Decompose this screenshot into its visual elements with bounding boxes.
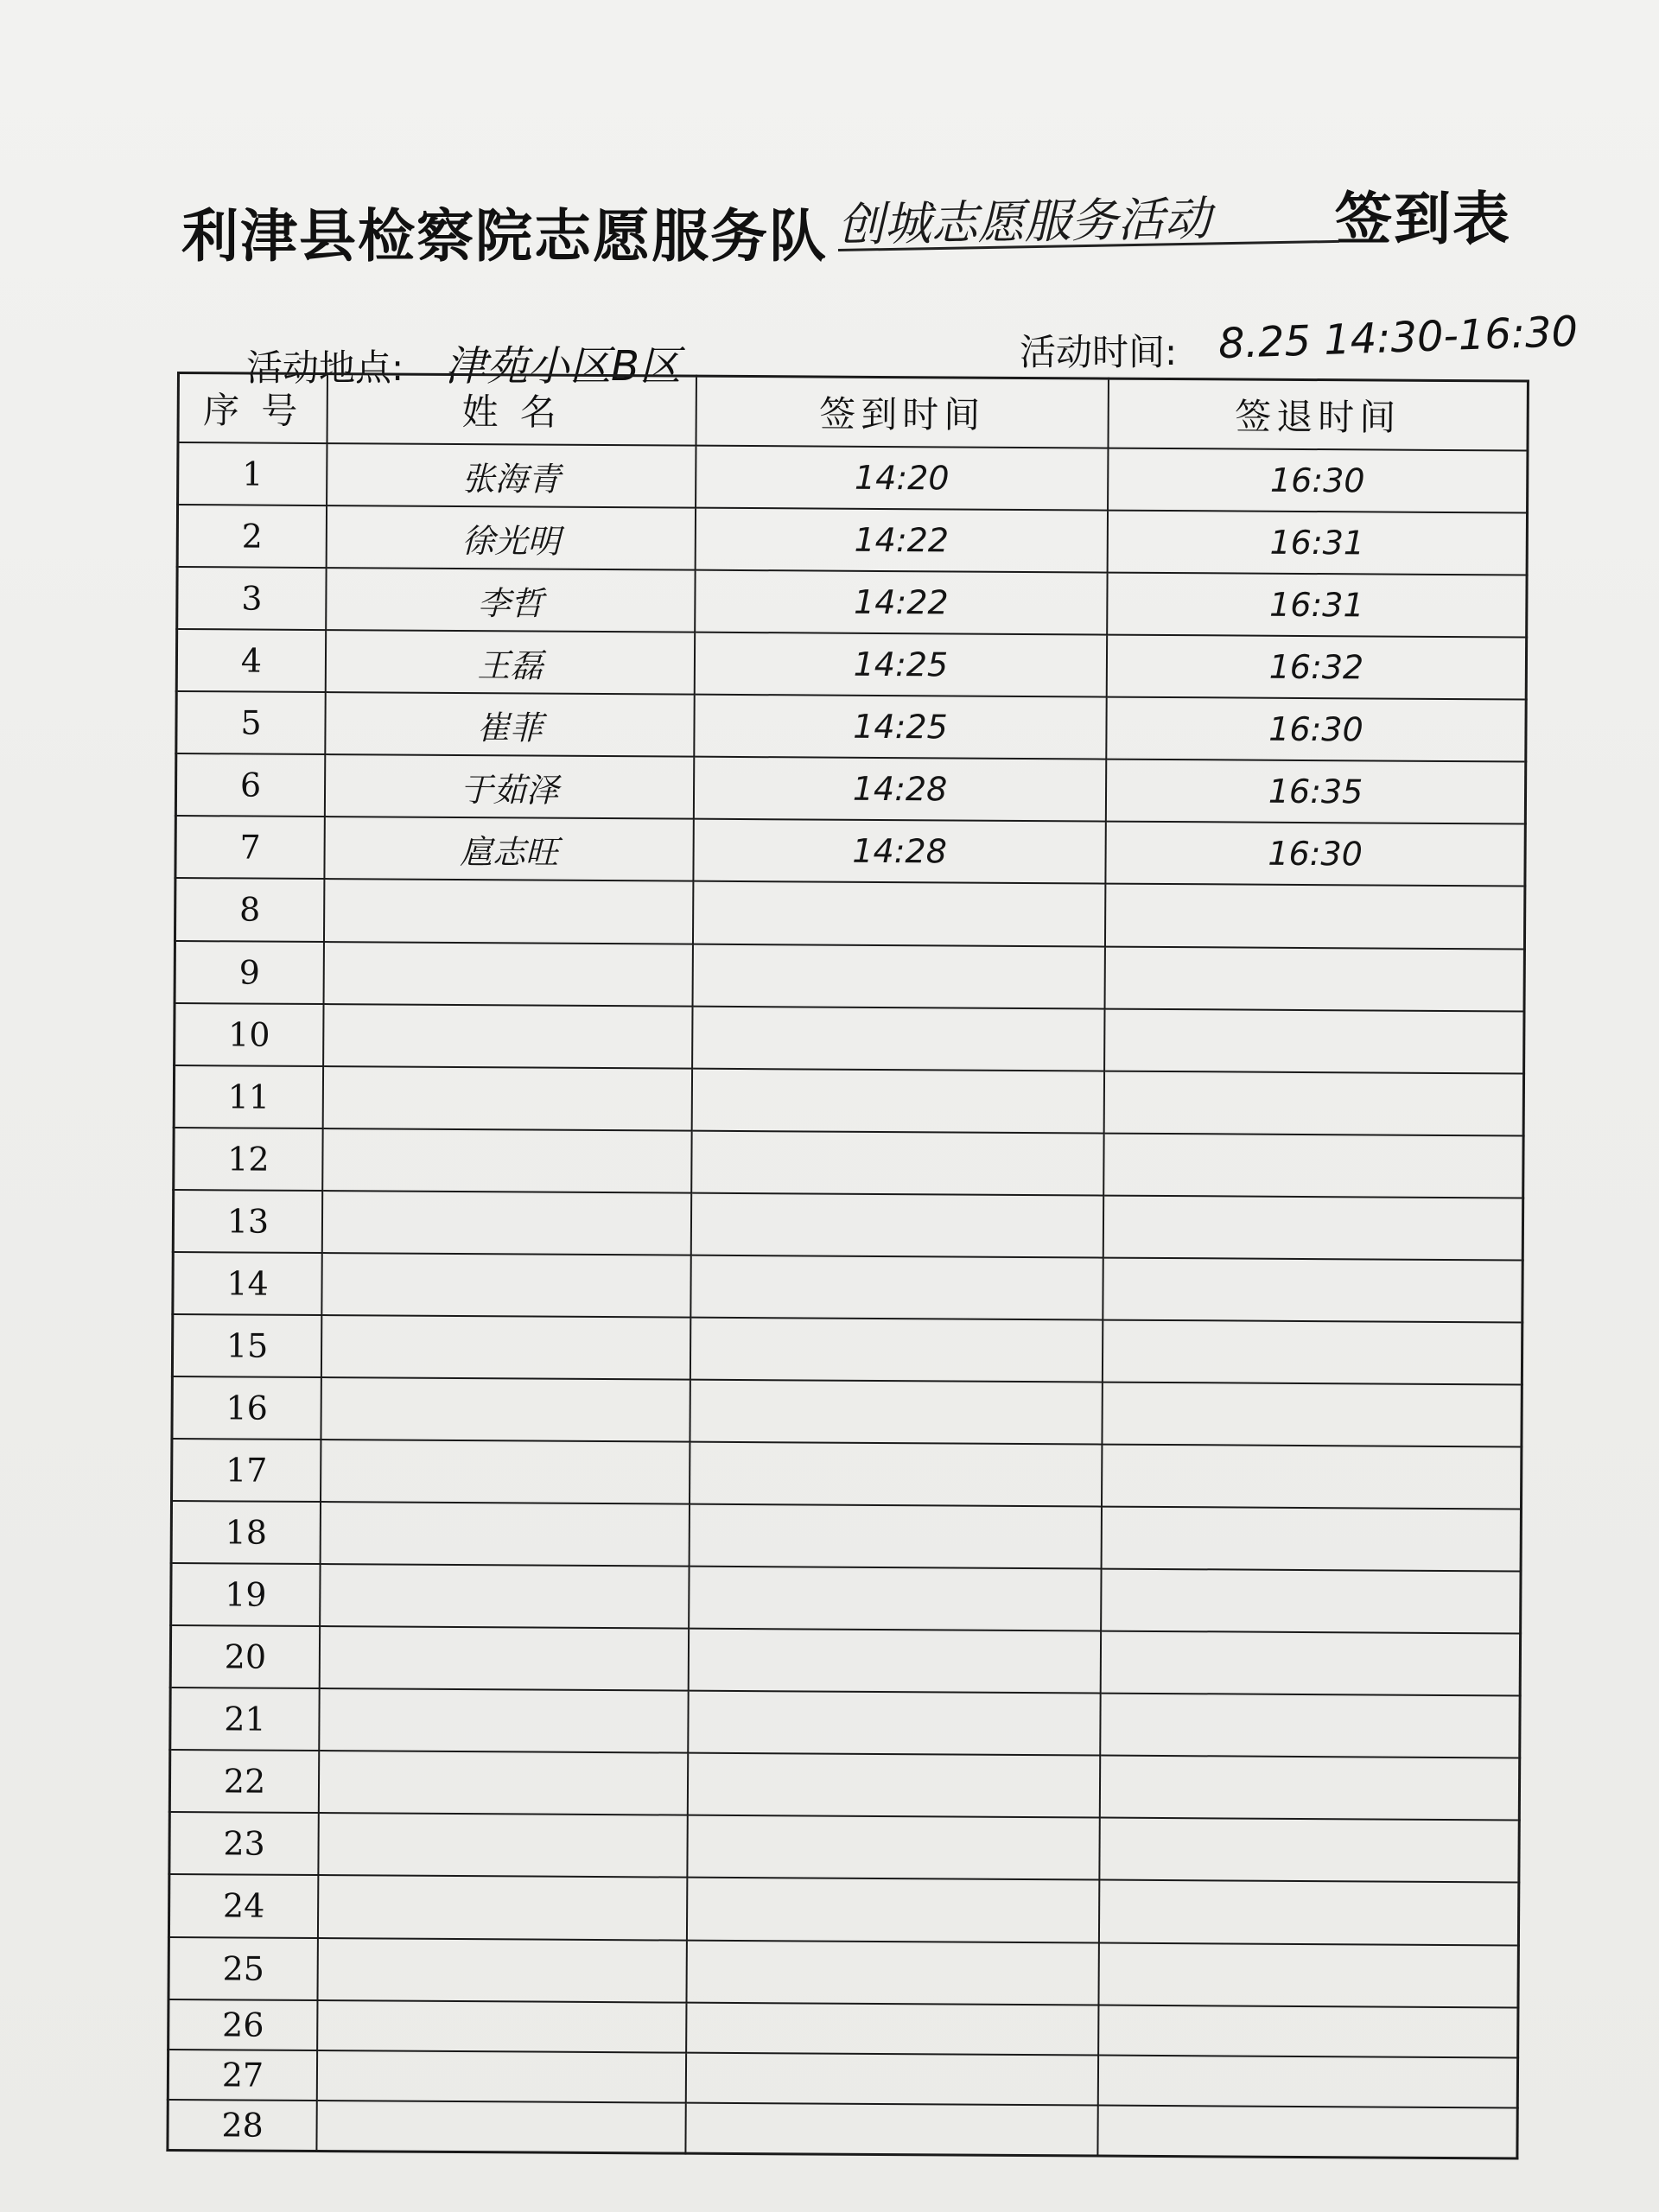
name-cell: 李哲 <box>326 568 695 632</box>
location-label: 活动地点: <box>246 346 404 389</box>
table-row <box>172 1376 1522 1447</box>
seq-cell: 23 <box>169 1812 319 1875</box>
seq-cell: 22 <box>169 1750 319 1813</box>
seq-cell: 25 <box>168 1936 318 1999</box>
form-title <box>181 173 1529 268</box>
name-cell <box>321 1502 690 1567</box>
seq-cell: 26 <box>168 1999 318 2050</box>
name-cell <box>324 942 693 1007</box>
sign-in-cell: 14:20 <box>696 446 1108 511</box>
name-cell <box>322 1128 691 1193</box>
table-row <box>169 1812 1519 1883</box>
table-row <box>168 1936 1518 2007</box>
table-row <box>178 442 1528 513</box>
table-row <box>175 1003 1524 1074</box>
table-row <box>168 2050 1517 2108</box>
sign-in-cell <box>689 1629 1101 1694</box>
sign-out-cell <box>1105 946 1525 1011</box>
sign-out-cell: 16:35 <box>1106 760 1526 824</box>
sign-out-cell: 16:30 <box>1106 697 1526 762</box>
table-row <box>172 1439 1522 1510</box>
sign-in-cell: 14:22 <box>696 508 1108 573</box>
name-cell <box>323 1004 692 1069</box>
signin-table-wrapper <box>166 372 1529 2160</box>
seq-cell: 15 <box>172 1314 321 1377</box>
table-row <box>168 1874 1518 1945</box>
table-row <box>168 2100 1517 2158</box>
sign-in-cell <box>686 2002 1098 2055</box>
seq-cell: 12 <box>174 1128 323 1191</box>
time-value: 8.25 14:30-16:30 <box>1217 307 1579 369</box>
seq-cell: 16 <box>172 1376 321 1440</box>
table-row <box>177 505 1527 575</box>
seq-cell: 6 <box>175 753 325 817</box>
name-cell <box>322 1191 691 1255</box>
sign-in-cell <box>687 1878 1099 1942</box>
sign-in-cell <box>689 1567 1101 1631</box>
name-cell <box>319 1751 688 1815</box>
table-body <box>168 442 1528 2158</box>
table-row <box>175 940 1524 1011</box>
sign-in-cell <box>685 2102 1097 2156</box>
sign-in-cell <box>686 2052 1098 2105</box>
table-row <box>177 567 1527 638</box>
seq-cell: 4 <box>176 629 326 692</box>
header-sign-out: 签退时间 <box>1108 378 1528 450</box>
sign-in-cell: 14:22 <box>695 570 1107 635</box>
name-cell <box>320 1626 689 1691</box>
table-row <box>174 1128 1523 1198</box>
sign-in-cell <box>690 1255 1103 1319</box>
sign-out-cell <box>1100 1756 1520 1821</box>
name-cell <box>318 1813 687 1878</box>
sign-out-cell <box>1099 1818 1519 1883</box>
table-row <box>168 1999 1518 2058</box>
table-row <box>171 1563 1521 1634</box>
title-suffix: 签到表 <box>1335 186 1511 252</box>
table-row <box>170 1688 1520 1758</box>
sign-out-cell: 16:31 <box>1108 511 1528 575</box>
sign-out-cell <box>1104 1071 1524 1135</box>
name-cell: 张海青 <box>327 443 696 508</box>
seq-cell: 13 <box>173 1190 322 1253</box>
sign-in-cell <box>692 1006 1104 1071</box>
sign-out-cell <box>1102 1445 1522 1510</box>
sign-out-cell: 16:32 <box>1107 635 1527 700</box>
table-row <box>176 629 1526 700</box>
sign-out-cell <box>1103 1195 1523 1260</box>
sign-in-cell: 14:28 <box>693 819 1105 884</box>
seq-cell: 19 <box>171 1563 321 1626</box>
name-cell: 王磊 <box>326 630 695 695</box>
header-seq: 序 号 <box>178 373 327 444</box>
sign-in-cell <box>687 1815 1099 1880</box>
signin-table <box>166 372 1529 2160</box>
table-row <box>173 1252 1522 1323</box>
sign-out-cell <box>1103 1257 1522 1322</box>
title-activity-handwritten: 创城志愿服务活动 <box>837 180 1339 251</box>
name-cell <box>318 1875 687 1940</box>
name-cell <box>321 1253 690 1318</box>
sign-out-cell <box>1099 1880 1519 1945</box>
name-cell: 于茹泽 <box>325 754 694 819</box>
sign-out-cell: 16:30 <box>1105 822 1525 887</box>
sign-out-cell <box>1101 1631 1521 1696</box>
sign-out-cell <box>1101 1569 1521 1634</box>
sign-in-cell: 14:25 <box>695 632 1107 697</box>
title-prefix: 利津县检察院志愿服务队 <box>181 203 828 270</box>
table-row <box>175 816 1525 887</box>
sign-in-cell <box>693 881 1105 946</box>
seq-cell: 27 <box>168 2050 317 2101</box>
seq-cell: 28 <box>168 2100 317 2152</box>
sign-in-cell <box>691 1130 1103 1195</box>
table-row <box>175 753 1525 824</box>
sign-out-cell <box>1105 884 1525 949</box>
location-value: 津苑小区B区 <box>445 342 681 391</box>
sign-out-cell <box>1098 1942 1518 2007</box>
seq-cell: 18 <box>171 1501 321 1564</box>
sign-out-cell: 16:30 <box>1108 448 1528 513</box>
name-cell <box>321 1377 690 1442</box>
sign-in-cell <box>690 1380 1102 1445</box>
name-cell <box>317 2050 686 2103</box>
name-cell <box>321 1315 690 1380</box>
sign-out-cell <box>1100 1694 1520 1758</box>
seq-cell: 7 <box>175 816 325 879</box>
sign-in-cell <box>690 1504 1102 1569</box>
table-row <box>175 878 1524 949</box>
name-cell <box>324 879 693 944</box>
sign-out-cell <box>1102 1507 1522 1572</box>
sign-in-cell: 14:25 <box>694 695 1106 760</box>
table-row <box>176 691 1526 762</box>
name-cell: 扈志旺 <box>324 817 693 881</box>
sign-in-cell <box>690 1318 1103 1382</box>
sign-in-cell <box>692 1068 1104 1133</box>
seq-cell: 20 <box>170 1625 320 1688</box>
sign-out-cell <box>1097 2105 1517 2158</box>
seq-cell: 9 <box>175 940 324 1003</box>
seq-cell: 17 <box>172 1439 321 1502</box>
seq-cell: 2 <box>177 505 327 568</box>
sign-out-cell <box>1098 2055 1518 2107</box>
sign-out-cell <box>1098 2005 1518 2057</box>
name-cell <box>317 2000 686 2053</box>
sign-out-cell <box>1104 1008 1524 1073</box>
table-row <box>169 1750 1519 1821</box>
seq-cell: 3 <box>177 567 327 630</box>
sign-in-cell <box>688 1691 1100 1756</box>
sign-out-cell <box>1103 1133 1523 1198</box>
time-label: 活动时间: <box>1020 331 1178 373</box>
sign-in-cell <box>686 1940 1098 2005</box>
name-cell <box>320 1564 689 1629</box>
sign-out-cell: 16:31 <box>1107 573 1527 638</box>
table-row <box>170 1625 1520 1696</box>
sign-out-cell <box>1102 1382 1522 1447</box>
header-name: 姓 名 <box>327 374 696 446</box>
sign-in-cell <box>690 1442 1102 1507</box>
name-cell <box>319 1688 688 1753</box>
seq-cell: 10 <box>175 1003 324 1066</box>
seq-cell: 1 <box>178 442 327 505</box>
table-row <box>173 1190 1522 1261</box>
table-row <box>171 1501 1521 1572</box>
table-header-row <box>178 373 1528 451</box>
sign-in-cell: 14:28 <box>694 757 1106 822</box>
name-cell <box>316 2101 685 2153</box>
sign-in-cell <box>688 1753 1100 1818</box>
name-cell <box>323 1066 692 1131</box>
sign-out-cell <box>1103 1319 1522 1384</box>
seq-cell: 8 <box>175 878 324 941</box>
sign-in-cell <box>691 1192 1103 1257</box>
name-cell: 崔菲 <box>325 692 694 757</box>
name-cell <box>317 1938 686 2003</box>
seq-cell: 14 <box>173 1252 322 1315</box>
seq-cell: 21 <box>170 1688 320 1751</box>
seq-cell: 11 <box>174 1065 323 1128</box>
seq-cell: 5 <box>176 691 326 754</box>
header-sign-in: 签到时间 <box>696 376 1108 448</box>
sign-in-cell <box>693 944 1105 1008</box>
seq-cell: 24 <box>168 1874 318 1937</box>
name-cell <box>321 1440 690 1504</box>
table-row <box>172 1314 1522 1385</box>
name-cell: 徐光明 <box>327 505 696 570</box>
table-row <box>174 1065 1523 1136</box>
